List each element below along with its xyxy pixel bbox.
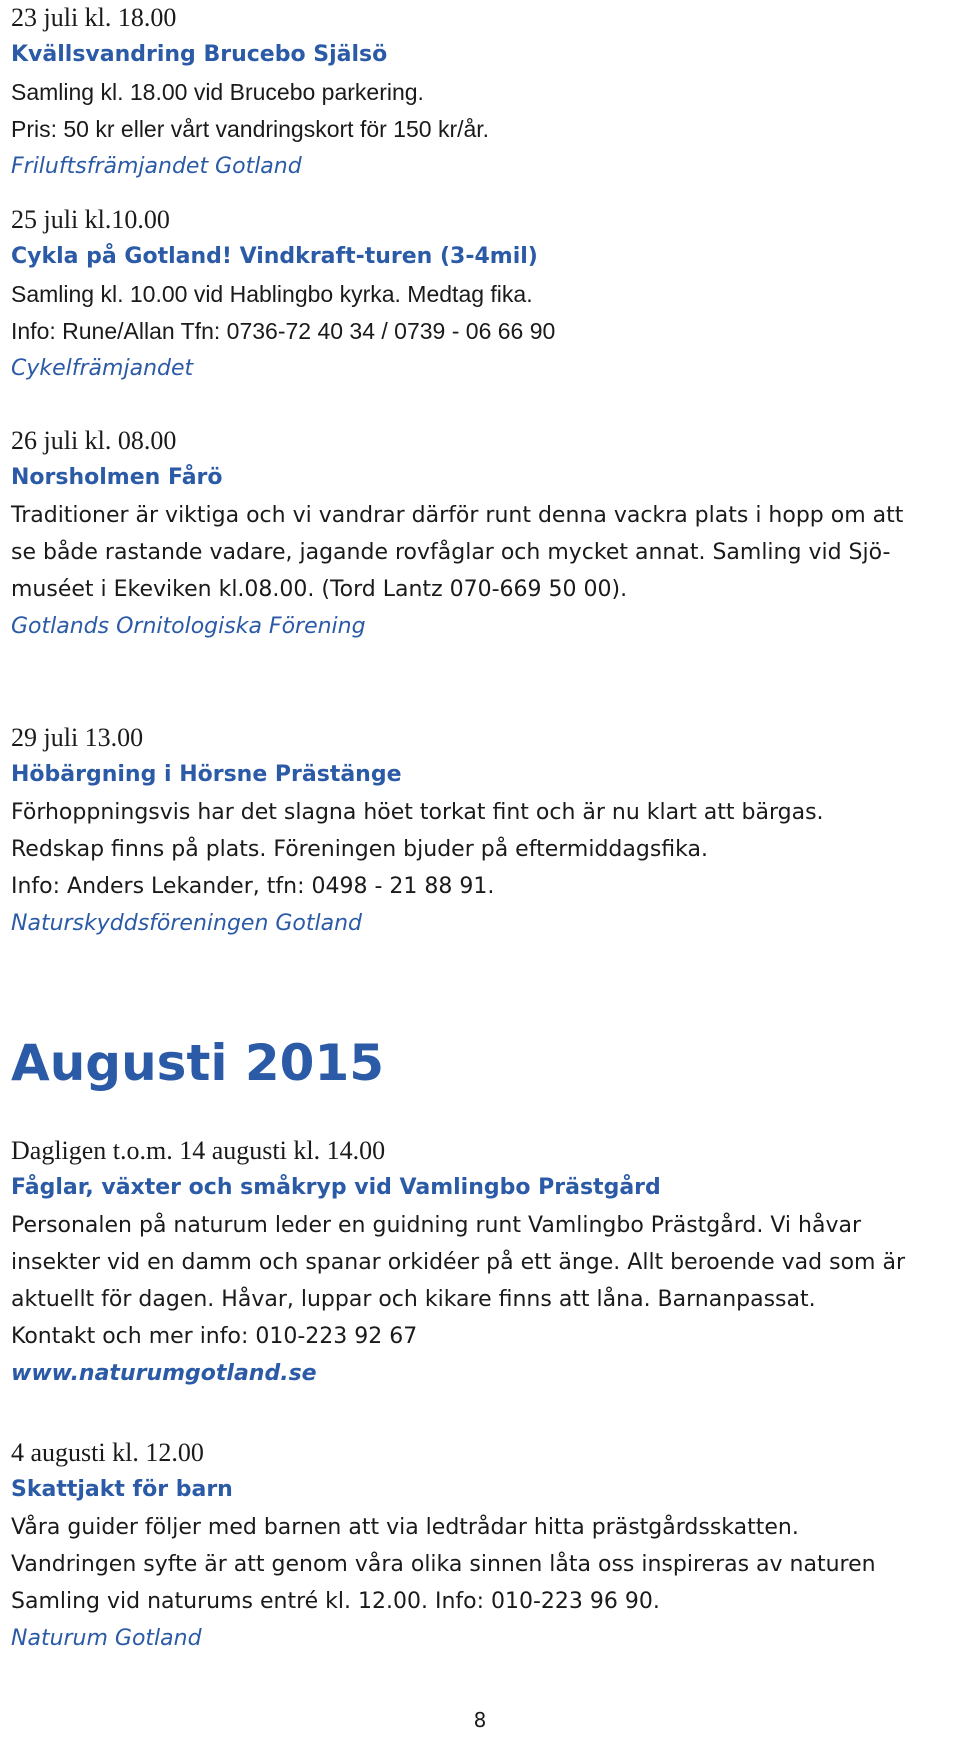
event-date: 4 augusti kl. 12.00 [11,1438,204,1467]
event-text-line: aktuellt för dagen. Håvar, luppar och kikare finns att låna. Barnanpassat. [11,1287,816,1312]
event-date: 29 juli 13.00 [11,723,144,752]
event-organizer: Gotlands Ornitologiska Förening [11,614,366,639]
event-text-line: Samling kl. 10.00 vid Hablingbo kyrka. Medtag fika. [11,281,533,307]
event-skattjakt [11,1435,876,1657]
event-website-link[interactable]: www.naturumgotland.se [11,1361,317,1386]
event-title: Skattjakt för barn [11,1477,233,1502]
event-text-line: Pris: 50 kr eller vårt vandringskort för 150 kr/år. [11,116,490,142]
event-text-line: Kontakt och mer info: 010-223 92 67 [11,1324,418,1349]
event-vamlingbo [11,1133,905,1392]
event-organizer: Naturskyddsföreningen Gotland [11,911,363,936]
event-text-line: Förhoppningsvis har det slagna höet torkat fint och är nu klart att bärgas. [11,800,824,825]
event-date: 25 juli kl.10.00 [11,205,170,234]
event-text-line: muséet i Ekeviken kl.08.00. (Tord Lantz 070-669 50 00). [11,577,628,602]
month-heading: Augusti 2015 [11,1034,385,1092]
event-kvallsvandring [11,0,489,185]
event-text-line: Vandringen syfte är att genom våra olika sinnen låta oss inspireras av naturen [11,1552,876,1577]
event-text-line: Samling vid naturums entré kl. 12.00. Info: 010-223 96 90. [11,1589,660,1614]
event-text-line: Info: Anders Lekander, tfn: 0498 - 21 88 91. [11,874,495,899]
event-date: 23 juli kl. 18.00 [11,3,177,32]
event-text-line: se både rastande vadare, jagande rovfåglar och mycket annat. Samling vid Sjö- [11,540,891,565]
event-organizer: Friluftsfrämjandet Gotland [11,154,302,179]
event-date: Dagligen t.o.m. 14 augusti kl. 14.00 [11,1136,386,1165]
event-title: Höbärgning i Hörsne Prästänge [11,762,402,787]
event-text-line: Traditioner är viktiga och vi vandrar därför runt denna vackra plats i hopp om att [11,503,904,528]
event-cykla [11,202,555,387]
event-text-line: insekter vid en damm och spanar orkidéer på ett änge. Allt beroende vad som är [11,1250,905,1275]
event-text-line: Info: Rune/Allan Tfn: 0736-72 40 34 / 0739 - 06 66 90 [11,318,556,344]
event-organizer: Cykelfrämjandet [11,356,194,381]
event-text-line: Personalen på naturum leder en guidning runt Vamlingbo Prästgård. Vi håvar [11,1213,861,1238]
event-text-line: Redskap finns på plats. Föreningen bjuder på eftermiddagsfika. [11,837,708,862]
event-date: 26 juli kl. 08.00 [11,426,177,455]
page-number: 8 [473,1708,487,1732]
event-title: Fåglar, växter och småkryp vid Vamlingbo Prästgård [11,1175,661,1200]
event-title: Norsholmen Fårö [11,465,223,490]
event-title: Cykla på Gotland! Vindkraft-turen (3-4mil) [11,244,538,269]
event-title: Kvällsvandring Brucebo Själsö [11,42,388,67]
event-text-line: Våra guider följer med barnen att via ledtrådar hitta prästgårdsskatten. [11,1515,799,1540]
event-hobargning [11,720,824,942]
event-norsholmen [11,423,903,645]
event-organizer: Naturum Gotland [11,1626,202,1651]
event-text-line: Samling kl. 18.00 vid Brucebo parkering. [11,79,424,105]
